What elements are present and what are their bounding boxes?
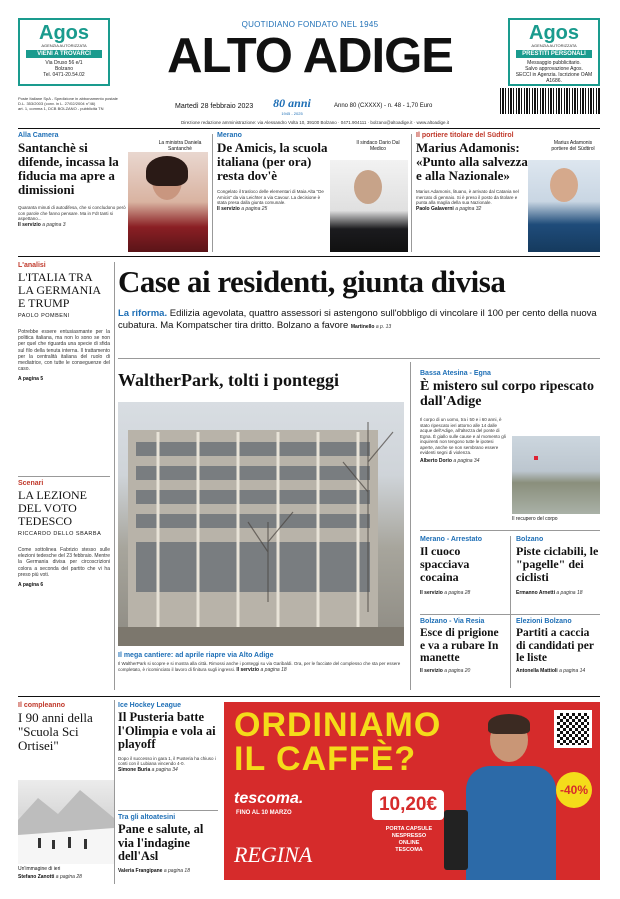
- headline[interactable]: Pane e salute, al via l'indagine dell'Asl: [118, 822, 204, 863]
- story-body: Marius Adamonis, lituano, è arrivato dal Catania nel mercato di gennaio. Si è preso il posto da titolare e punta alla maglia della sua Nazionale.: [416, 189, 519, 205]
- divider: [18, 476, 110, 477]
- ad-bar: PRESTITI PERSONALI: [516, 50, 592, 58]
- story-hockey[interactable]: [118, 702, 218, 773]
- divider: [420, 530, 600, 531]
- photo-caption: La ministra Daniela Santanchè: [158, 140, 202, 152]
- photo-caption: Un'immagine di ieri: [18, 866, 61, 872]
- story-ref: Il servizio a pagina 3: [18, 221, 66, 228]
- story-asl[interactable]: [118, 814, 218, 874]
- opinion-author: PAOLO POMBENI: [18, 313, 70, 319]
- opinion-ref: A pagina 5: [18, 376, 44, 383]
- opinion-body: Potrebbe essere entusiasmante per la politica italiana, ma non lo sono se non per quel che riguarda una specie di sfida sul filo della tenuta interna. Il trattamento per la centralità italiana del ruolo di mediatrice, con tutte le conseguenze del caso.: [18, 329, 110, 373]
- headline[interactable]: Santanchè si difende, incassa la fiducia ma apre a dimissioni: [18, 140, 119, 197]
- agos-logo: Agos: [39, 22, 89, 44]
- brief-elezioni[interactable]: [516, 618, 600, 690]
- divider: [18, 256, 600, 257]
- opinion-author: RICCARDO DELLO SBARBA: [18, 531, 102, 537]
- photo-ortisei: [18, 780, 114, 864]
- story-ref: Alberto Dorio a pagina 34: [420, 457, 480, 464]
- story-ref: Paolo Galaverni a pagina 32: [416, 205, 482, 212]
- lead-summary: La riforma. Edilizia agevolata, quattro assessori si astengono sull'obbligo di vincolare il 100 per cento della nuova cubatura. Ma Kompatscher tira dritto. Bolzano a favore Martinello a p. 13: [118, 308, 597, 331]
- photo-adamonis: [528, 160, 600, 252]
- story-body: Il corpo di un uomo, tra i 50 e i 60 anni, è stato ripescato ieri attorno alle 14 dalle acque dell'Adige, all'altezza del ponte di Egna. È giallo sulle cause e al momento gli inquirenti non tengono tutte le ipotesi aperte, anche se non sembrano essere evidenti segni di violenza.: [420, 417, 506, 455]
- headline[interactable]: Il cuoco spacciava cocaina: [420, 544, 470, 584]
- divider: [18, 128, 600, 129]
- headline[interactable]: È mistero sul corpo ripescato dall'Adige: [420, 379, 594, 409]
- photo-caption: Il sindaco Dario Dal Medico: [356, 140, 400, 152]
- kicker: Tra gli altoatesini: [118, 814, 176, 821]
- ad-sub: AGENZIA AUTORIZZATA: [531, 43, 577, 48]
- ad-agos-right[interactable]: [508, 18, 600, 86]
- opinion-title[interactable]: LA LEZIONE DEL VOTO TEDESCO: [18, 488, 87, 528]
- headline[interactable]: De Amicis, la scuola italiana (per ora) resta dov'è: [217, 140, 328, 183]
- story-ref: Il servizio a pagina 28: [420, 590, 471, 596]
- caption-kicker: Il mega cantiere: ad aprile riapre via Alto Adige: [118, 652, 274, 659]
- kicker: Bassa Atesina - Egna: [420, 370, 491, 377]
- story-ref: Antonella Mattioli a pagina 14: [516, 667, 586, 674]
- story-ref: Valeria Frangipane a pagina 18: [118, 867, 190, 874]
- regina-logo: REGINA: [234, 842, 313, 867]
- headline[interactable]: Piste ciclabili, le "pagelle" dei ciclisti: [516, 544, 599, 584]
- promo-product: PORTA CAPSULE NESPRESSO ONLINE TESCOMA: [385, 826, 433, 853]
- section-label: L'analisi: [18, 262, 46, 269]
- divider: [18, 696, 600, 697]
- brief-cuoco[interactable]: [420, 536, 506, 610]
- story-ref: Stefano Zanotti a pagina 28: [18, 874, 82, 880]
- ad-line: Tel. 0471-20.54.02: [43, 72, 85, 78]
- photo-caption: Marius Adamonis portiere del Südtirol: [551, 140, 595, 152]
- divider: [510, 536, 511, 688]
- headline[interactable]: Il Pusteria batte l'Olimpia e vola ai playoff: [118, 710, 216, 751]
- photo-santanche: [128, 152, 208, 252]
- story-ref: Il servizio a pagina 20: [420, 667, 471, 674]
- lead-headline[interactable]: Case ai residenti, giunta divisa: [118, 264, 506, 299]
- ad-agos-left[interactable]: [18, 18, 110, 86]
- ad-line: SECCI in Agenzia. Iscrizione OAM A1686.: [515, 72, 593, 84]
- caption-body: Il WaltherPark si scopre e si mostra alla città. Rimossi anche i ponteggi su via Garibaldi. Ora, per le facciate del complesso che sta per essere completato, è ricominciato il lavoro di finitura sugli ingressi. Il servizio a pagina 18: [118, 661, 401, 673]
- divider: [118, 810, 218, 811]
- issue-date: Martedì 28 febbraio 2023: [175, 103, 254, 110]
- opinion-title[interactable]: L'ITALIA TRA LA GERMANIA E TRUMP: [18, 270, 101, 310]
- opinion-voto[interactable]: [18, 480, 110, 588]
- opinion-italia[interactable]: [18, 262, 110, 382]
- kicker: Il portiere titolare del Südtirol: [416, 132, 514, 139]
- ski-scene: [18, 780, 114, 864]
- promo-until: FINO AL 10 MARZO: [236, 810, 292, 816]
- promo-tescoma-ad[interactable]: [224, 702, 600, 880]
- qr-code[interactable]: [554, 710, 592, 748]
- divider: [114, 700, 115, 884]
- agos-logo: Agos: [529, 22, 579, 44]
- divider: [114, 262, 115, 690]
- divider: [420, 614, 600, 615]
- story-body: Dopo il successo in gara 1, il Pusteria ha chiuso i conti con il Lubiana vincendo 4-0.: [118, 755, 216, 766]
- tescoma-logo: tescoma.: [234, 790, 304, 807]
- photo-caption: Il recupero del corpo: [512, 516, 558, 522]
- story-body: Quaranta minuti di autodifesa, che si concludono però con parole che fanno pensare. Ma in FdI tanti si aspettano...: [18, 205, 126, 221]
- ad-sub: AGENZIA AUTORIZZATA: [41, 43, 87, 48]
- photo-waltherpark: [118, 402, 404, 646]
- ad-line: Via Druso 56 e/1: [45, 60, 83, 66]
- discount-badge: -40%: [556, 772, 592, 808]
- opinion-body: Come sottolinea Fabrizio stesso sulle elezioni tedesche del 23 febbraio. Mentre la Germania divisa per circoscrizioni colora a seconda del partito che vi ha preso più voti.: [18, 547, 110, 578]
- barcode: [500, 88, 600, 114]
- headline[interactable]: I 90 anni della "Scuola Sci Ortisei": [18, 710, 93, 753]
- headline[interactable]: Marius Adamonis: «Punto alla salvezza e alla Nazionale»: [416, 140, 528, 183]
- kicker: Ice Hockey League: [118, 702, 182, 709]
- kicker: Bolzano - Via Resia: [420, 618, 485, 625]
- story-ref: Simone Buria a pagina 34: [118, 766, 178, 773]
- section-label: Scenari: [18, 480, 44, 487]
- story-body: Congelato il trasloco delle elementari di Maia Alta "De Amicis" da via Leichter a via Cavour. La decisione è stata presa dalla giunta comunale.: [217, 189, 324, 205]
- story-ref: Ermanno Arnetti a pagina 18: [516, 590, 583, 596]
- ad-line: Salvo approvazione Agos.: [525, 66, 583, 72]
- kicker: Merano: [217, 132, 242, 139]
- brief-prigione[interactable]: [420, 618, 506, 690]
- divider: [212, 134, 213, 252]
- kicker: Bolzano: [516, 536, 544, 543]
- promo-price-tag: 10,20€: [372, 790, 444, 820]
- issue-number: Anno 80 (CXXXX) - n. 48 - 1,70 Euro: [334, 103, 433, 109]
- walther-caption: [118, 652, 404, 673]
- kicker: Il compleanno: [18, 702, 66, 709]
- kicker: Elezioni Bolzano: [516, 618, 572, 625]
- building-sketch: [118, 402, 404, 646]
- promo-title-2: IL CAFFÈ?: [234, 740, 417, 778]
- photo-dalmedico: [330, 160, 408, 252]
- ad-line: Bolzano: [54, 66, 74, 72]
- postal-info: Poste Italiane SpA - Spedizione in abbonamento postale D.L. 353/2003 (conv. in L. 27/02/2004 n°46) art. 1, comma 1, DCB BOLZANO - pubblicità TN: [18, 96, 118, 111]
- headline[interactable]: Partiti a caccia di candidati per le liste: [516, 627, 594, 664]
- promo-title-1: ORDINIAMO: [234, 706, 442, 744]
- photo-adige: [512, 436, 600, 514]
- brief-piste[interactable]: [516, 536, 600, 610]
- kicker: Alla Camera: [18, 132, 59, 139]
- divider: [410, 362, 411, 690]
- ad-bar: VIENI A TROVARCI: [26, 50, 102, 58]
- ad-line: Messaggio pubblicitario.: [527, 60, 581, 66]
- divider: [411, 134, 412, 252]
- promo-person: [456, 718, 566, 880]
- masthead-title[interactable]: ALTO ADIGE: [167, 29, 453, 83]
- divider: [118, 358, 600, 359]
- anniversary-logo: 80 anni 1945 - 2025: [273, 96, 311, 116]
- kicker: Merano - Arrestato: [420, 536, 482, 543]
- opinion-ref: A pagina 6: [18, 582, 44, 589]
- walther-headline[interactable]: WaltherPark, tolti i ponteggi: [118, 370, 339, 390]
- story-ref: Il servizio a pagina 25: [217, 205, 268, 212]
- masthead-tagline: QUOTIDIANO FONDATO NEL 1945: [241, 20, 379, 29]
- masthead-address: Direzione redazione amministrazione: via Alessandro Volta 10, 39100 Bolzano · 0471.904111 · bolzano@altoadige.it · www.altoadige.it: [180, 120, 450, 125]
- headline[interactable]: Esce di prigione e va a rubare In manette: [420, 627, 499, 664]
